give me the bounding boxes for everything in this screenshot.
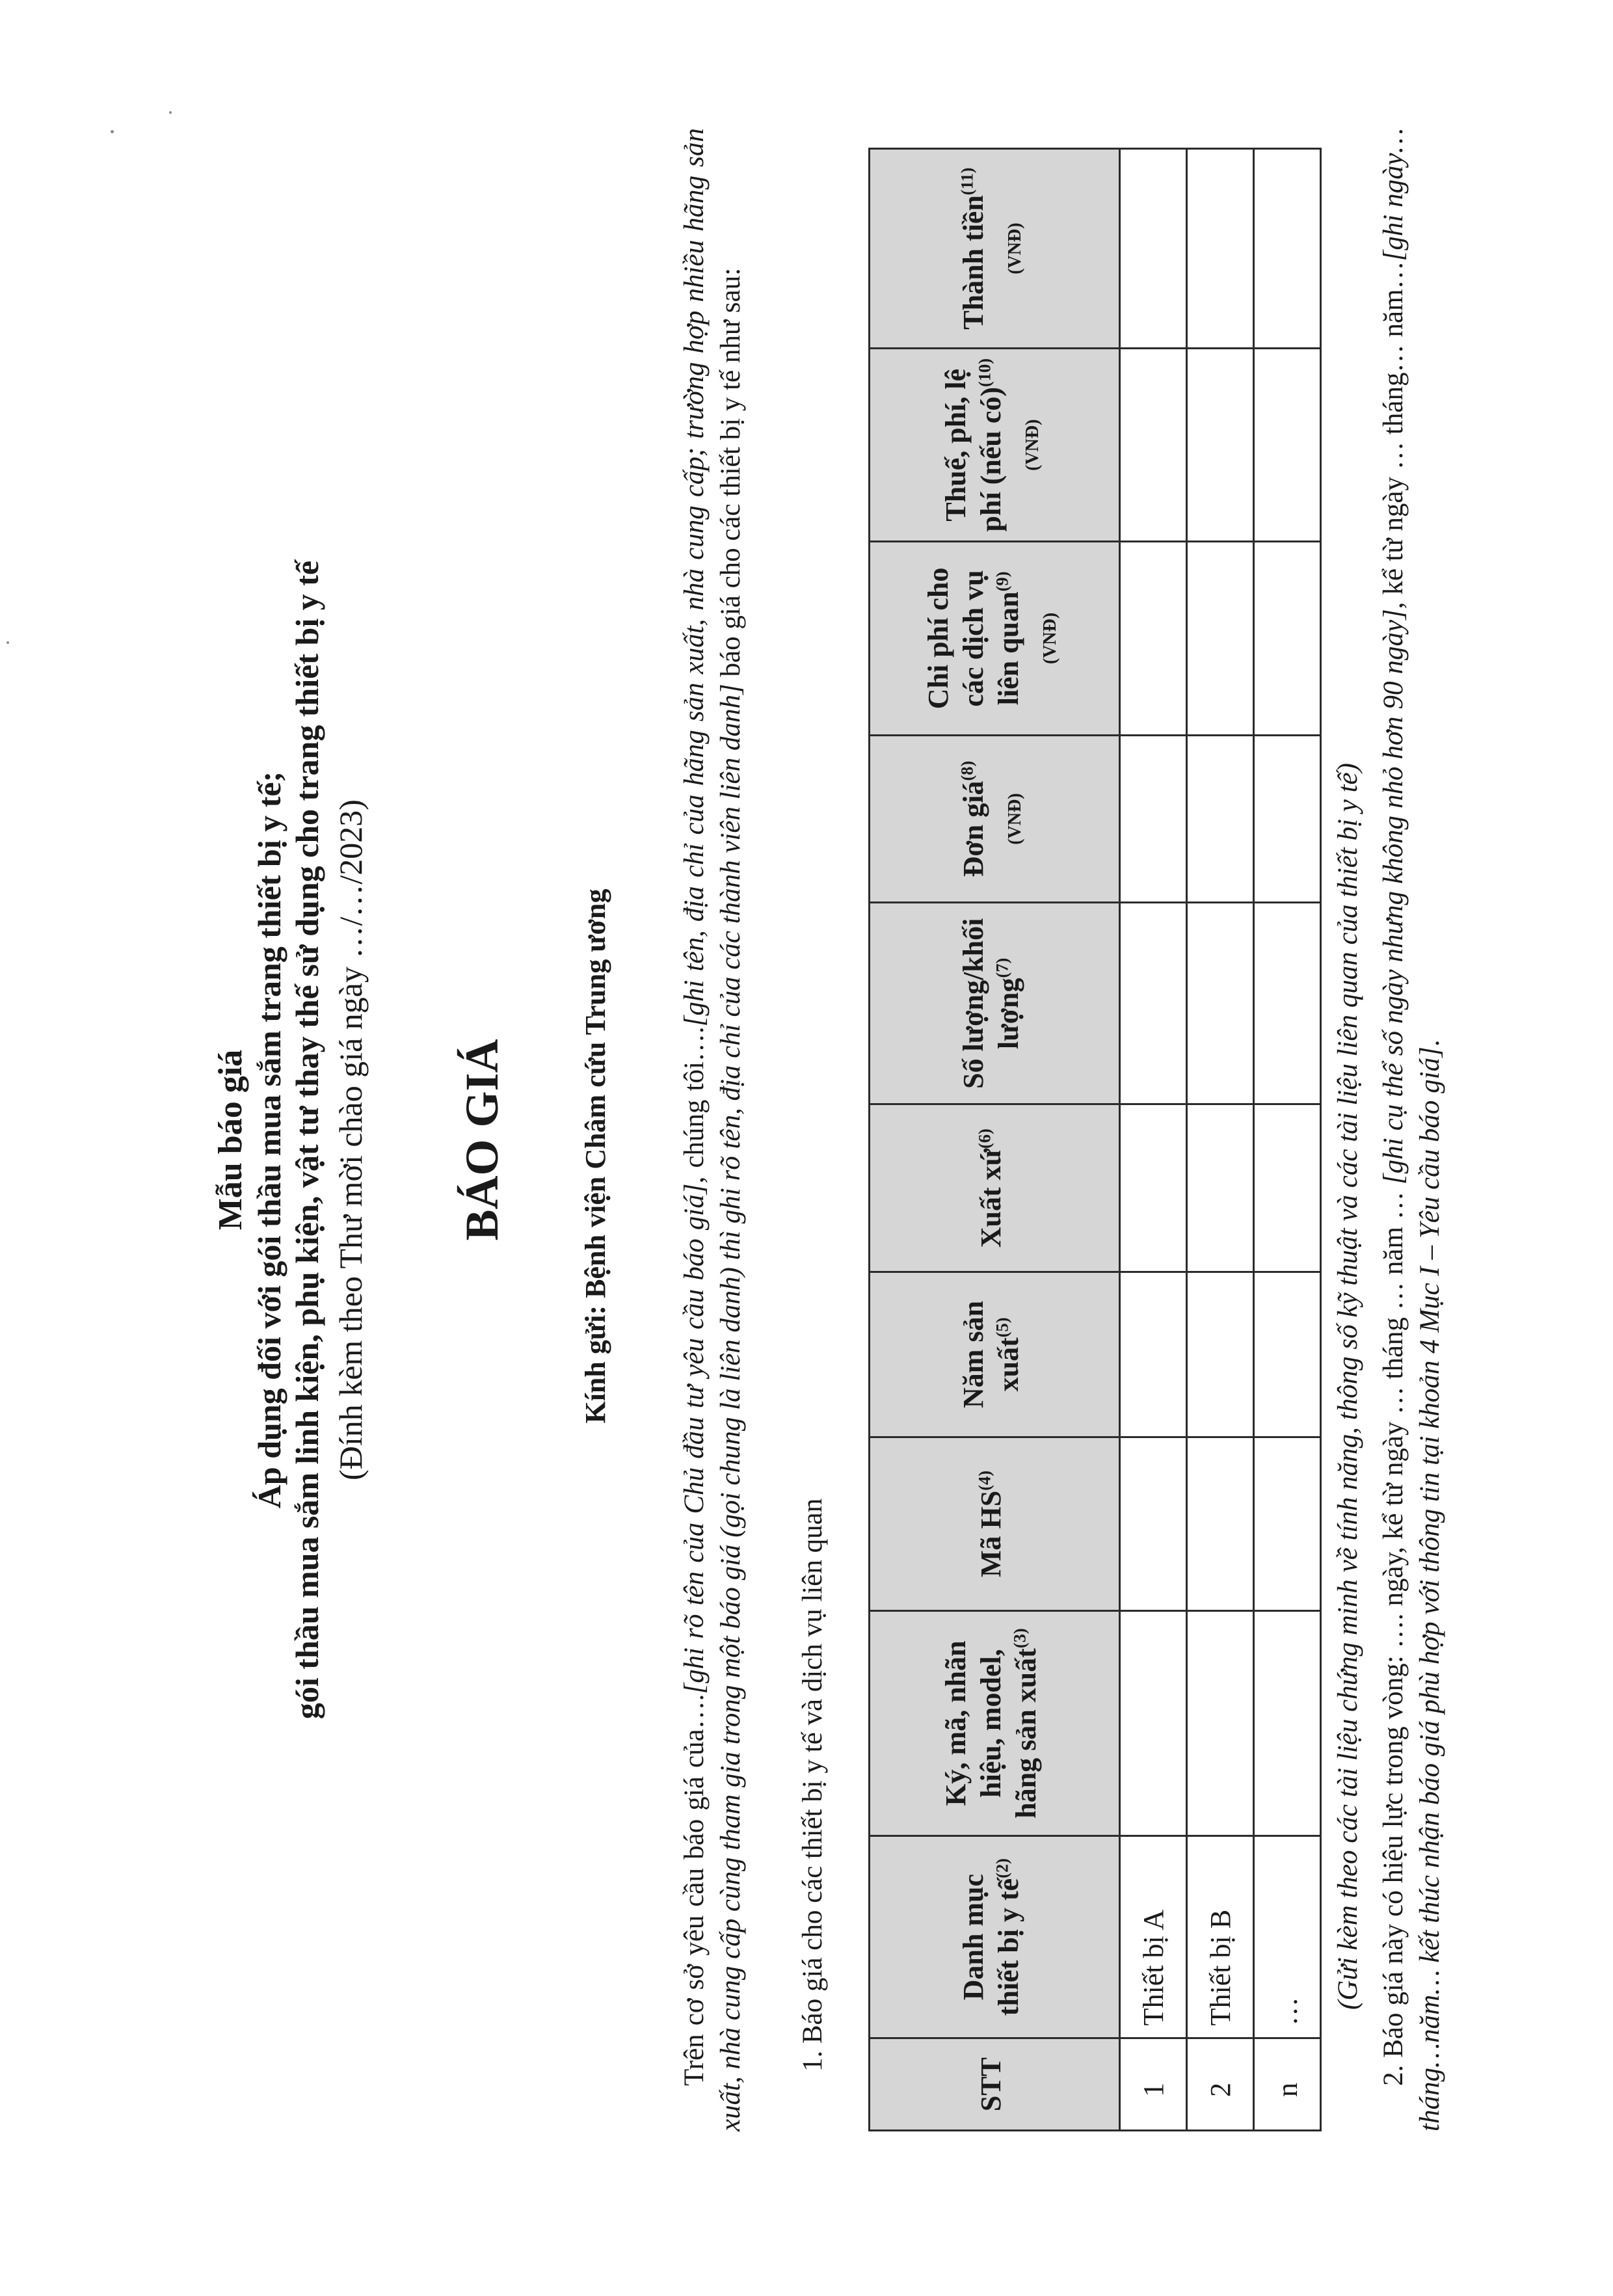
col-header: Mã HS$^{(4)}$ <box>870 1437 1120 1610</box>
col-header: Chi phí cho các dịch vụ liên quan$^{(9)}$ (VNĐ) <box>870 542 1120 736</box>
empty-cell <box>1120 1611 1187 1836</box>
empty-cell <box>1187 349 1254 542</box>
validity-text-c: . <box>1415 1039 1445 1047</box>
empty-cell <box>1254 1437 1321 1610</box>
form-title: Mẫu báo giá <box>212 1049 249 1231</box>
empty-cell <box>1120 903 1187 1104</box>
col-header: Ký, mã, nhãn hiệu, model, hãng sản xuất$^{(3)}$ <box>870 1611 1120 1836</box>
empty-cell <box>1187 903 1254 1104</box>
empty-cell <box>1120 349 1187 542</box>
table-row <box>1120 149 1187 2131</box>
col-header: Xuất xứ$^{(6)}$ <box>870 1104 1120 1272</box>
item-name-cell: … <box>1254 1835 1321 2038</box>
empty-cell <box>1187 1611 1254 1836</box>
validity-paragraph <box>1376 128 1448 2131</box>
intro-text-3: báo giá cho các thiết bị y tế như sau: <box>715 267 746 684</box>
intro-italic-2: [ghi tên, địa chỉ của hãng sản xuất, nhà cung cấp; trường hợp nhiều hãng sản xuất, nhà cung cấp cùng tham gia trong một báo giá (gọi chung là liên danh) thì ghi rõ tên, địa chỉ của các thành viên liên danh] <box>679 128 746 2131</box>
col-header: Danh mục thiết bị y tế$^{(2)}$ <box>870 1835 1120 2038</box>
document-title: BÁO GIÁ <box>456 1039 508 1241</box>
scan-speck <box>169 111 172 114</box>
attached-docs-note: (Gửi kèm theo các tài liệu chứng minh về tính năng, thông số kỹ thuật và các tài liệu liên quan của thiết bị y tế) <box>1333 763 1363 2010</box>
empty-cell <box>1120 1272 1187 1437</box>
empty-cell <box>1187 1437 1254 1610</box>
table-row <box>1254 149 1321 2131</box>
intro-text-1: Trên cơ sở yêu cầu báo giá của…. <box>679 1694 710 2086</box>
col-header: Thuế, phí, lệ phí (nếu có)$^{(10)}$ (VNĐ) <box>870 349 1120 542</box>
validity-text-a: 2. Báo giá này có hiệu lực trong vòng: …. ngày, kể từ ngày … tháng … năm … <box>1378 1184 1409 2086</box>
section-1-heading: 1. Báo giá cho các thiết bị y tế và dịch vụ liên quan <box>797 1498 828 2072</box>
empty-cell <box>1187 1272 1254 1437</box>
intro-italic-1: [ghi rõ tên của Chủ đầu tư yêu cầu báo giá] <box>679 1183 710 1694</box>
empty-cell <box>1254 542 1321 736</box>
col-header: Năm sản xuất$^{(5)}$ <box>870 1272 1120 1437</box>
empty-cell <box>1254 1272 1321 1437</box>
col-header: Số lượng/khối lượng$^{(7)}$ <box>870 903 1120 1104</box>
empty-cell <box>1187 542 1254 736</box>
item-name-cell: Thiết bị B <box>1187 1835 1254 2038</box>
stt-cell: n <box>1254 2038 1321 2131</box>
empty-cell <box>1187 1104 1254 1272</box>
empty-cell <box>1254 349 1321 542</box>
item-name-cell: Thiết bị A <box>1120 1835 1187 2038</box>
validity-text-b: , kể từ ngày … tháng… năm… <box>1378 261 1409 609</box>
empty-cell <box>1120 542 1187 736</box>
empty-cell <box>1254 1104 1321 1272</box>
scan-speck <box>111 130 114 133</box>
empty-cell <box>1187 735 1254 903</box>
empty-cell <box>1187 149 1254 349</box>
empty-cell <box>1254 149 1321 349</box>
scan-speck <box>7 641 9 644</box>
empty-cell <box>1120 1437 1187 1610</box>
col-header: Đơn giá$^{(8)}$ (VNĐ) <box>870 735 1120 903</box>
quotation-table <box>868 148 1322 2131</box>
apply-line-1: Áp dụng đối với gói thầu mua sắm trang thiết bị y tế; <box>251 771 287 1509</box>
intro-text-2: , chúng tôi…. <box>679 1026 710 1184</box>
stt-cell: 1 <box>1120 2038 1187 2131</box>
validity-italic-b: [ghi ngày…tháng…năm… kết thúc nhận báo giá phù hợp với thông tin tại khoản 4 Mục I – Yêu cầu báo giá] <box>1378 128 1445 2131</box>
table-header-row <box>870 149 1120 2131</box>
table-row <box>1187 149 1254 2131</box>
recipient-line: Kính gửi: Bệnh viện Châm cứu Trung ương <box>580 888 611 1424</box>
empty-cell <box>1254 735 1321 903</box>
empty-cell <box>1254 903 1321 1104</box>
empty-cell <box>1254 1611 1321 1836</box>
stt-cell: 2 <box>1187 2038 1254 2131</box>
validity-italic-a: [ghi cụ thể số ngày nhưng không nhỏ hơn 90 ngày] <box>1378 609 1409 1185</box>
empty-cell <box>1120 1104 1187 1272</box>
attach-note: (Đính kèm theo Thư mời chào giá ngày …/…/2023) <box>332 799 369 1480</box>
intro-paragraph <box>676 128 749 2131</box>
empty-cell <box>1120 149 1187 349</box>
col-header: STT <box>870 2038 1120 2131</box>
empty-cell <box>1120 735 1187 903</box>
apply-line-2: gói thầu mua sắm linh kiện, phụ kiện, vật tư thay thế sử dụng cho trang thiết bị y tế <box>289 560 325 1720</box>
col-header: Thành tiền$^{(11)}$ (VNĐ) <box>870 149 1120 349</box>
